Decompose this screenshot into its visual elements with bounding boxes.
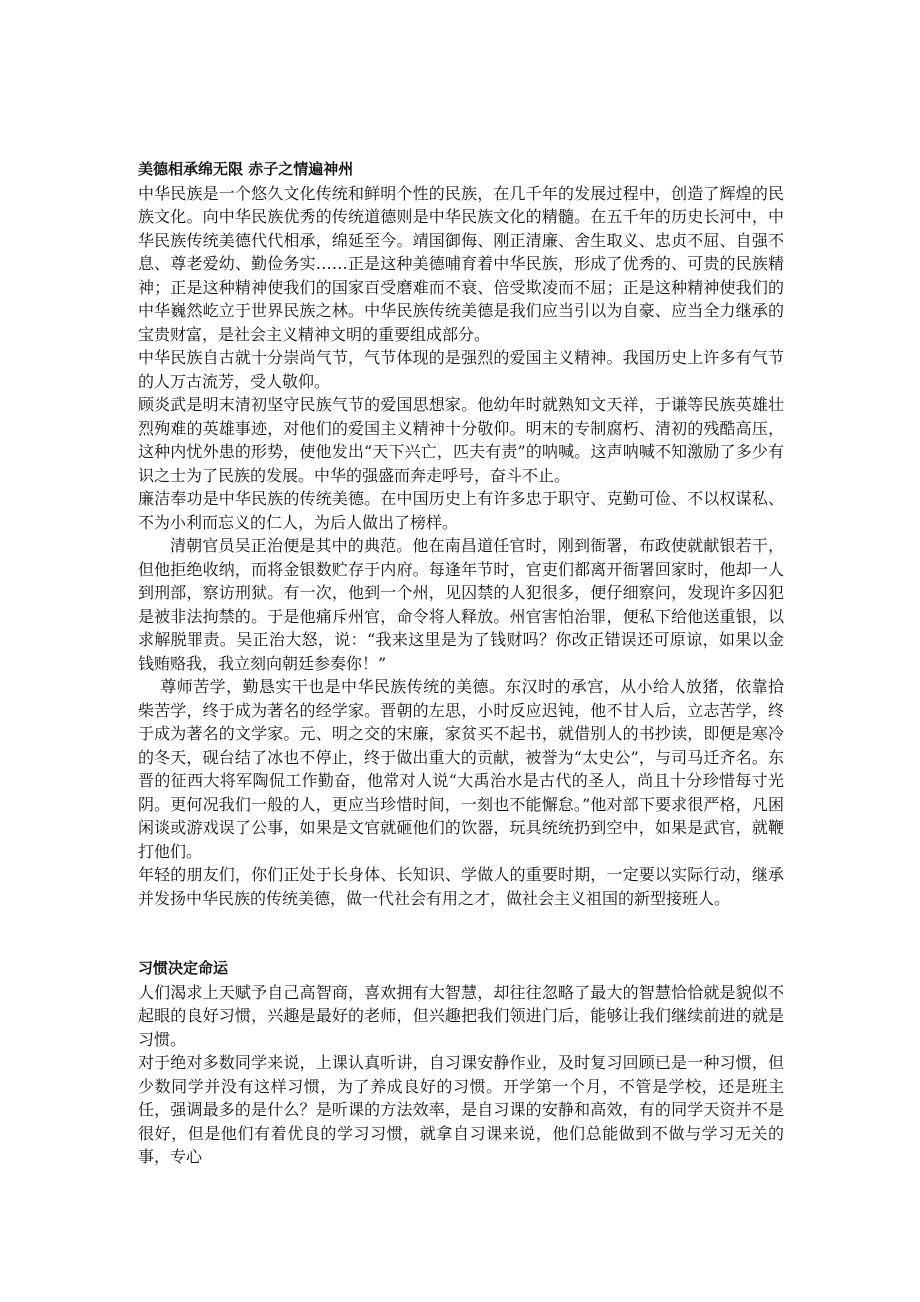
section-spacer xyxy=(138,910,784,957)
paragraph: 对于绝对多数同学来说，上课认真听讲，自习课安静作业，及时复习回顾已是一种习惯，但少数同学并没有这样习惯，为了养成良好的习惯。开学第一个月，不管是学校，还是班主任，强调最多的是什么？是听课的方法效率，是自习课的安静和高效，有的同学天资并不是很好，但是他们有着优良的学习习惯，就拿自习课来说，他们总能做到不做与学习无关的事，专心 xyxy=(138,1053,784,1166)
paragraph: 廉洁奉功是中华民族的传统美德。在中国历史上有许多忠于职守、克勤可俭、不以权谋私、不为小利而忘义的仁人，为后人做出了榜样。 xyxy=(138,489,784,532)
paragraph: 人们渴求上天赋予自己高智商，喜欢拥有大智慧，却往往忽略了最大的智慧恰恰就是貌似不起眼的良好习惯，兴趣是最好的老师，但兴趣把我们领进门后，能够让我们继续前进的就是习惯。 xyxy=(138,982,784,1049)
paragraph: 年轻的朋友们，你们正处于长身体、长知识、学做人的重要时期，一定要以实际行动，继承并发扬中华民族的传统美德，做一代社会有用之才，做社会主义祖国的新型接班人。 xyxy=(138,865,784,908)
paragraph: 顾炎武是明末清初坚守民族气节的爱国思想家。他幼年时就熟知文天祥，于谦等民族英雄壮烈殉难的英雄事迹，对他们的爱国主义精神十分敬仰。明末的专制腐朽、清初的残酷高压，这种内忧外患的形势，使他发出“天下兴亡，匹夫有责”的呐喊。这声呐喊不知激励了多少有识之士为了民族的发展。中华的强盛而奔走呼号，奋斗不止。 xyxy=(138,395,784,485)
paragraph: 尊师苦学，勤恳实干也是中华民族传统的美德。东汉时的承宫，从小给人放猪，依靠拾柴苦学，终于成为著名的经学家。晋朝的左思，小时反应迟钝，他不甘人后，立志苦学，终于成为著名的文学家。元、明之交的宋廉，家贫买不起书，就借别人的书抄读，即便是寒冷的冬天，砚台结了冰也不停止，终于做出重大的贡献，被誉为“太史公”，与司马迁齐名。东晋的征西大将军陶侃工作勤奋，他常对人说“大禹治水是古代的圣人，尚且十分珍惜每寸光阴。更何况我们一般的人，更应当珍惜时间，一刻也不能懈怠。”他对部下要求很严格，凡困闲谈或游戏误了公事，如果是文官就砸他们的饮器，玩具统统扔到空中，如果是武官，就鞭打他们。 xyxy=(138,677,784,861)
article-title: 美德相承绵无限 赤子之情遍神州 xyxy=(138,160,354,178)
paragraph: 中华民族自古就十分崇尚气节，气节体现的是强烈的爱国主义精神。我国历史上许多有气节的人万古流芳，受人敬仰。 xyxy=(138,348,784,391)
article-title: 习惯决定命运 xyxy=(138,959,229,977)
paragraph: 清朝官员吴正治便是其中的典范。他在南昌道任官时，刚到衙署，布政使就献银若干，但他拒绝收纳，而将金银数贮存于内府。每逢年节时，官吏们都离开衙署回家时，他却一人到刑部，察访刑狱。有一次，他到一个州，见囚禁的人犯很多，便仔细察问，发现许多囚犯是被非法拘禁的。于是他痛斥州官，命令将人释放。州官害怕治罪，便私下给他送重银，以求解脱罪责。吴正治大怒，说：“我来这里是为了钱财吗？你改正错误还可原谅，如果以金钱贿赂我，我立刻向朝廷参奏你！” xyxy=(138,536,784,673)
paragraph: 中华民族是一个悠久文化传统和鲜明个性的民族，在几千年的发展过程中，创造了辉煌的民族文化。向中华民族优秀的传统道德则是中华民族文化的精髓。在五千年的历史长河中，中华民族传统美德代代相承，绵延至今。靖国御侮、刚正清廉、舍生取义、忠贞不屈、自强不息、尊老爱幼、勤俭务实……正是这种美德哺育着中华民族，形成了优秀的、可贵的民族精神；正是这种精神使我们的国家百受磨难而不衰、倍受欺凌而不屈；正是这种精神使我们的中华巍然屹立于世界民族之林。中华民族传统美德是我们应当引以为自豪、应当全力继承的宝贵财富，是社会主义精神文明的重要组成部分。 xyxy=(138,183,784,344)
document-page xyxy=(138,158,784,1169)
